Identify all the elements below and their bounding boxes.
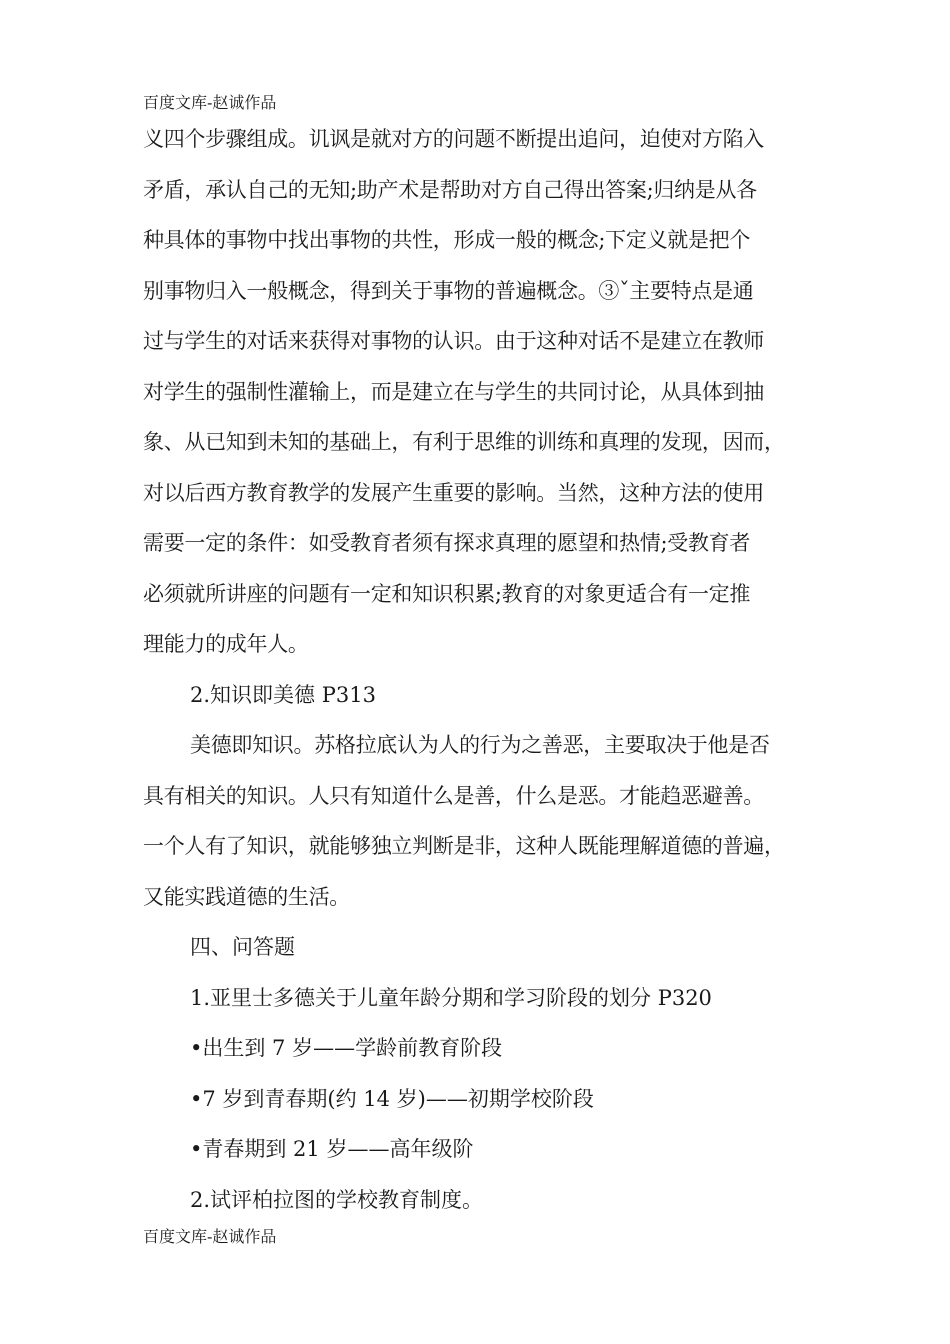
section-heading: 四、问答题 — [190, 935, 295, 959]
text-line: 具有相关的知识。人只有知道什么是善，什么是恶。才能趋恶避善。 — [143, 783, 764, 808]
bullet-list — [143, 1023, 813, 1175]
text-line: 矛盾，承认自己的无知;助产术是帮助对方自己得出答案;归纳是从各 — [143, 177, 757, 202]
question-2: 2.试评柏拉图的学校教育制度。 — [190, 1187, 484, 1212]
page-footer: 百度文库-赵诚作品 — [143, 1227, 277, 1246]
text-line: 需要一定的条件：如受教育者须有探求真理的愿望和热情;受教育者 — [143, 531, 751, 555]
text-line: 一个人有了知识，就能够独立判断是非，这种人既能理解道德的普遍， — [143, 834, 785, 858]
document-body — [143, 114, 813, 1225]
list-item: •青春期到 21 岁——高年级阶 — [190, 1137, 474, 1161]
text-line: 又能实践道德的生活。 — [143, 884, 350, 909]
text-line: 必须就所讲座的问题有一定和知识积累;教育的对象更适合有一定推 — [143, 581, 751, 606]
heading-knowledge-is-virtue: 2.知识即美德 P313 — [190, 682, 376, 707]
text-line: 美德即知识。苏格拉底认为人的行为之善恶，主要取决于他是否 — [190, 733, 770, 757]
list-item: •出生到 7 岁——学龄前教育阶段 — [190, 1036, 503, 1060]
text-line: 别事物归入一般概念，得到关于事物的普遍概念。③ˇ主要特点是通 — [143, 278, 754, 303]
text-line: 种具体的事物中找出事物的共性，形成一般的概念;下定义就是把个 — [143, 228, 751, 252]
paragraph-socratic-method — [143, 114, 813, 670]
paragraph-virtue-is-knowledge — [143, 720, 813, 922]
text-line: 过与学生的对话来获得对事物的认识。由于这种对话不是建立在教师 — [143, 329, 764, 353]
text-line: 对以后西方教育教学的发展产生重要的影响。当然，这种方法的使用 — [143, 480, 764, 505]
text-line: 象、从已知到未知的基础上，有利于思维的训练和真理的发现，因而， — [143, 430, 785, 454]
question-1: 1.亚里士多德关于儿童年龄分期和学习阶段的划分 P320 — [190, 985, 712, 1010]
text-line: 对学生的强制性灌输上，而是建立在与学生的共同讨论，从具体到抽 — [143, 379, 764, 404]
text-line: 理能力的成年人。 — [143, 632, 309, 656]
list-item: •7 岁到青春期(约 14 岁)——初期学校阶段 — [190, 1086, 594, 1111]
text-line: 义四个步骤组成。讥讽是就对方的问题不断提出追问，迫使对方陷入 — [143, 127, 764, 151]
page-header: 百度文库-赵诚作品 — [143, 93, 277, 112]
